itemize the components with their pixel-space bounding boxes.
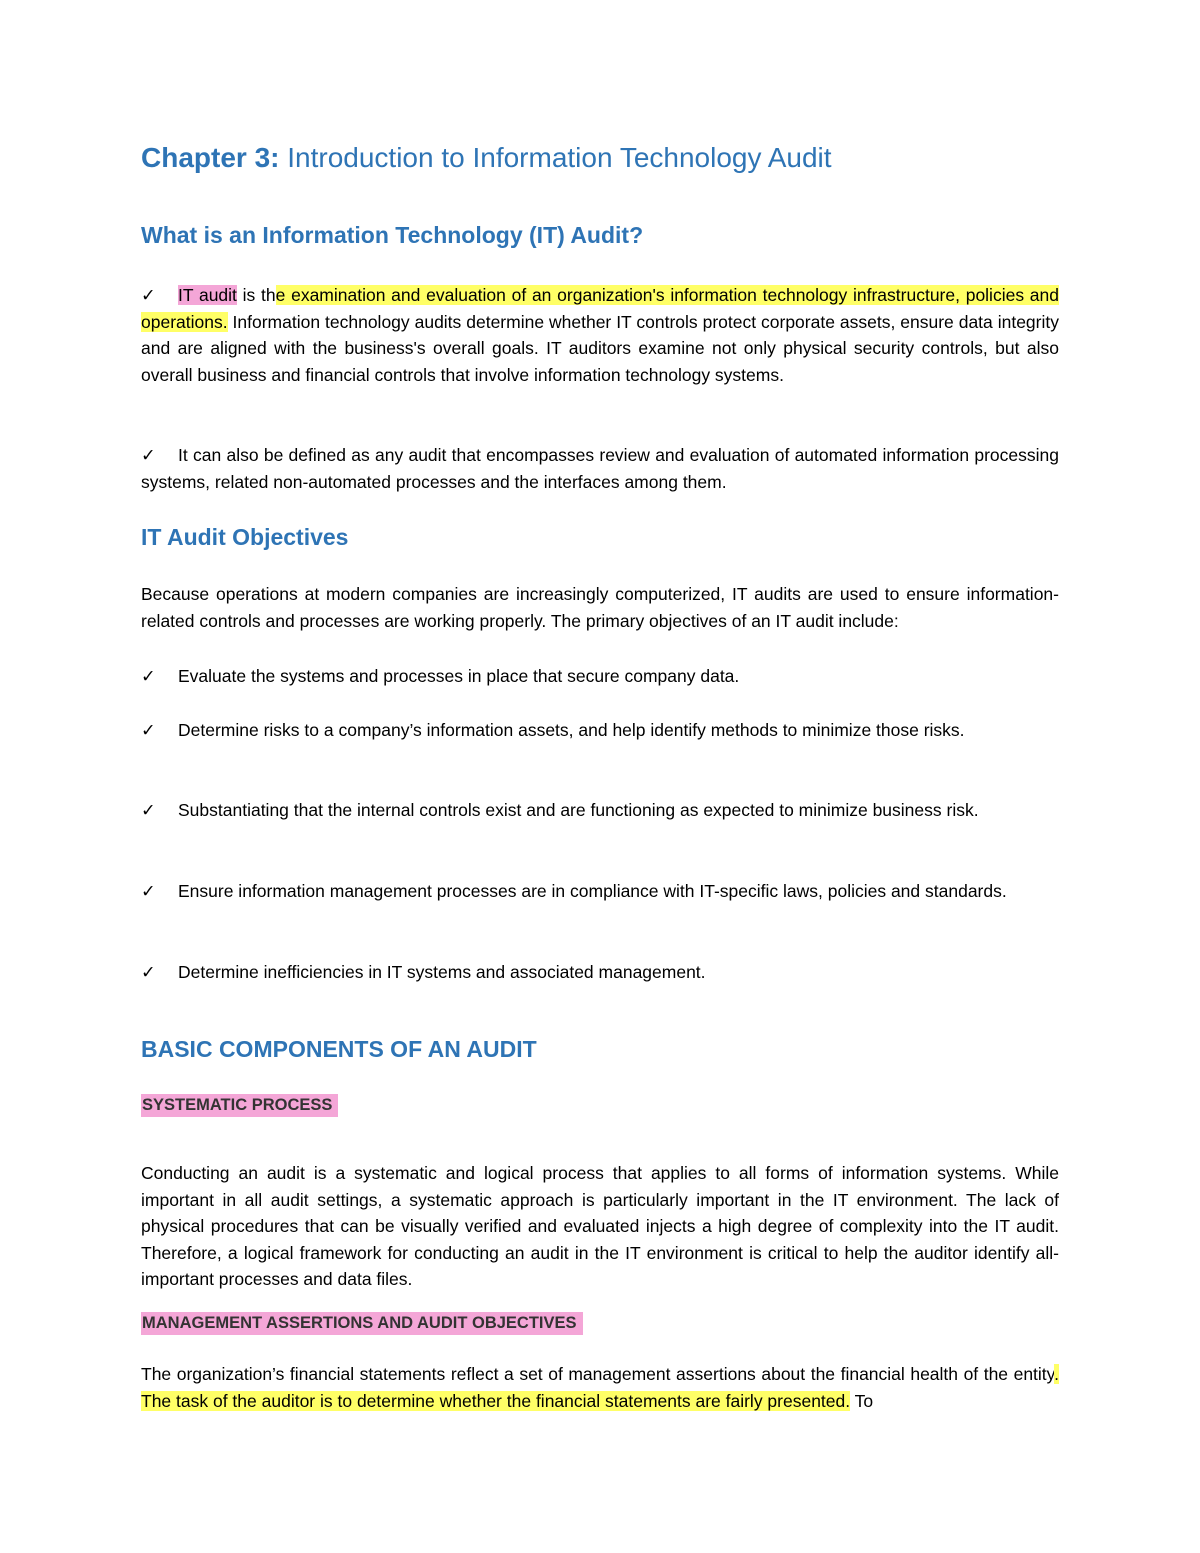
objective-item	[141, 878, 1059, 905]
assertions-text-start: The organization’s financial statements reflect a set of management assertions about the financial health of the entity	[141, 1364, 1055, 1384]
section-heading-basic-components: BASIC COMPONENTS OF AN AUDIT	[141, 1036, 537, 1062]
section1-bullet2	[141, 442, 1059, 495]
page-title	[141, 142, 832, 174]
objective-text: Determine inefficiencies in IT systems and associated management.	[178, 962, 706, 982]
bullet2-text: It can also be defined as any audit that encompasses review and evaluation of automated information processing systems, related non-automated processes and the interfaces among them.	[141, 445, 1059, 492]
objective-item	[141, 663, 1059, 690]
objective-text: Ensure information management processes are in compliance with IT-specific laws, policies and standards.	[178, 881, 1007, 901]
objective-item	[141, 797, 1059, 824]
section1-bullet1	[141, 282, 1059, 388]
objectives-intro-text: Because operations at modern companies are increasingly computerized, IT audits are used to ensure information-related controls and processes are working properly. The primary objectives of an IT audit include:	[141, 584, 1059, 631]
section-heading-objectives: IT Audit Objectives	[141, 524, 349, 550]
bullet1-connector: is th	[236, 285, 276, 305]
subheading-management-assertions: MANAGEMENT ASSERTIONS AND AUDIT OBJECTIVES	[141, 1312, 583, 1335]
objective-item	[141, 717, 1059, 744]
checkmark-icon: ✓	[141, 285, 156, 305]
assertions-highlight: . The task of the auditor is to determine whether the financial statements are fairly presented.	[141, 1364, 1059, 1411]
checkmark-icon: ✓	[141, 666, 156, 686]
chapter-label: Chapter 3:	[141, 142, 280, 173]
section-heading-what-is-it-audit: What is an Information Technology (IT) Audit?	[141, 222, 644, 248]
chapter-title-text: Introduction to Information Technology Audit	[279, 142, 832, 173]
systematic-process-text	[141, 1160, 1059, 1293]
management-assertions-text	[141, 1361, 1059, 1414]
highlighted-term: IT audit	[178, 285, 237, 305]
objective-text: Evaluate the systems and processes in place that secure company data.	[178, 666, 740, 686]
checkmark-icon: ✓	[141, 881, 156, 901]
checkmark-icon: ✓	[141, 720, 156, 740]
objective-text: Substantiating that the internal controls exist and are functioning as expected to minimize business risk.	[178, 800, 979, 820]
objective-item	[141, 959, 1059, 986]
systematic-process-paragraph: Conducting an audit is a systematic and logical process that applies to all forms of information systems. While important in all audit settings, a systematic approach is particularly important in the IT environment. The lack of physical procedures that can be visually verified and evaluated injects a high degree of complexity into the IT audit. Therefore, a logical framework for conducting an audit in the IT environment is critical to help the auditor identify all-important processes and data files.	[141, 1163, 1059, 1289]
checkmark-icon: ✓	[141, 800, 156, 820]
objectives-intro	[141, 581, 1059, 634]
assertions-text-end: To	[850, 1390, 874, 1411]
checkmark-icon: ✓	[141, 962, 156, 982]
bullet1-rest: Information technology audits determine whether IT controls protect corporate assets, ensure data integrity and are aligned with the business's overall goals. IT auditors examine not only physical security controls, but also overall business and financial controls that involve information technology systems.	[141, 311, 1059, 385]
subheading-systematic-process: SYSTEMATIC PROCESS	[141, 1094, 338, 1117]
objective-text: Determine risks to a company’s information assets, and help identify methods to minimize those risks.	[178, 720, 965, 740]
checkmark-icon: ✓	[141, 445, 156, 465]
highlighted-definition: e examination and evaluation of an organization's information technology infrastructure, policies and operations.	[141, 285, 1059, 332]
